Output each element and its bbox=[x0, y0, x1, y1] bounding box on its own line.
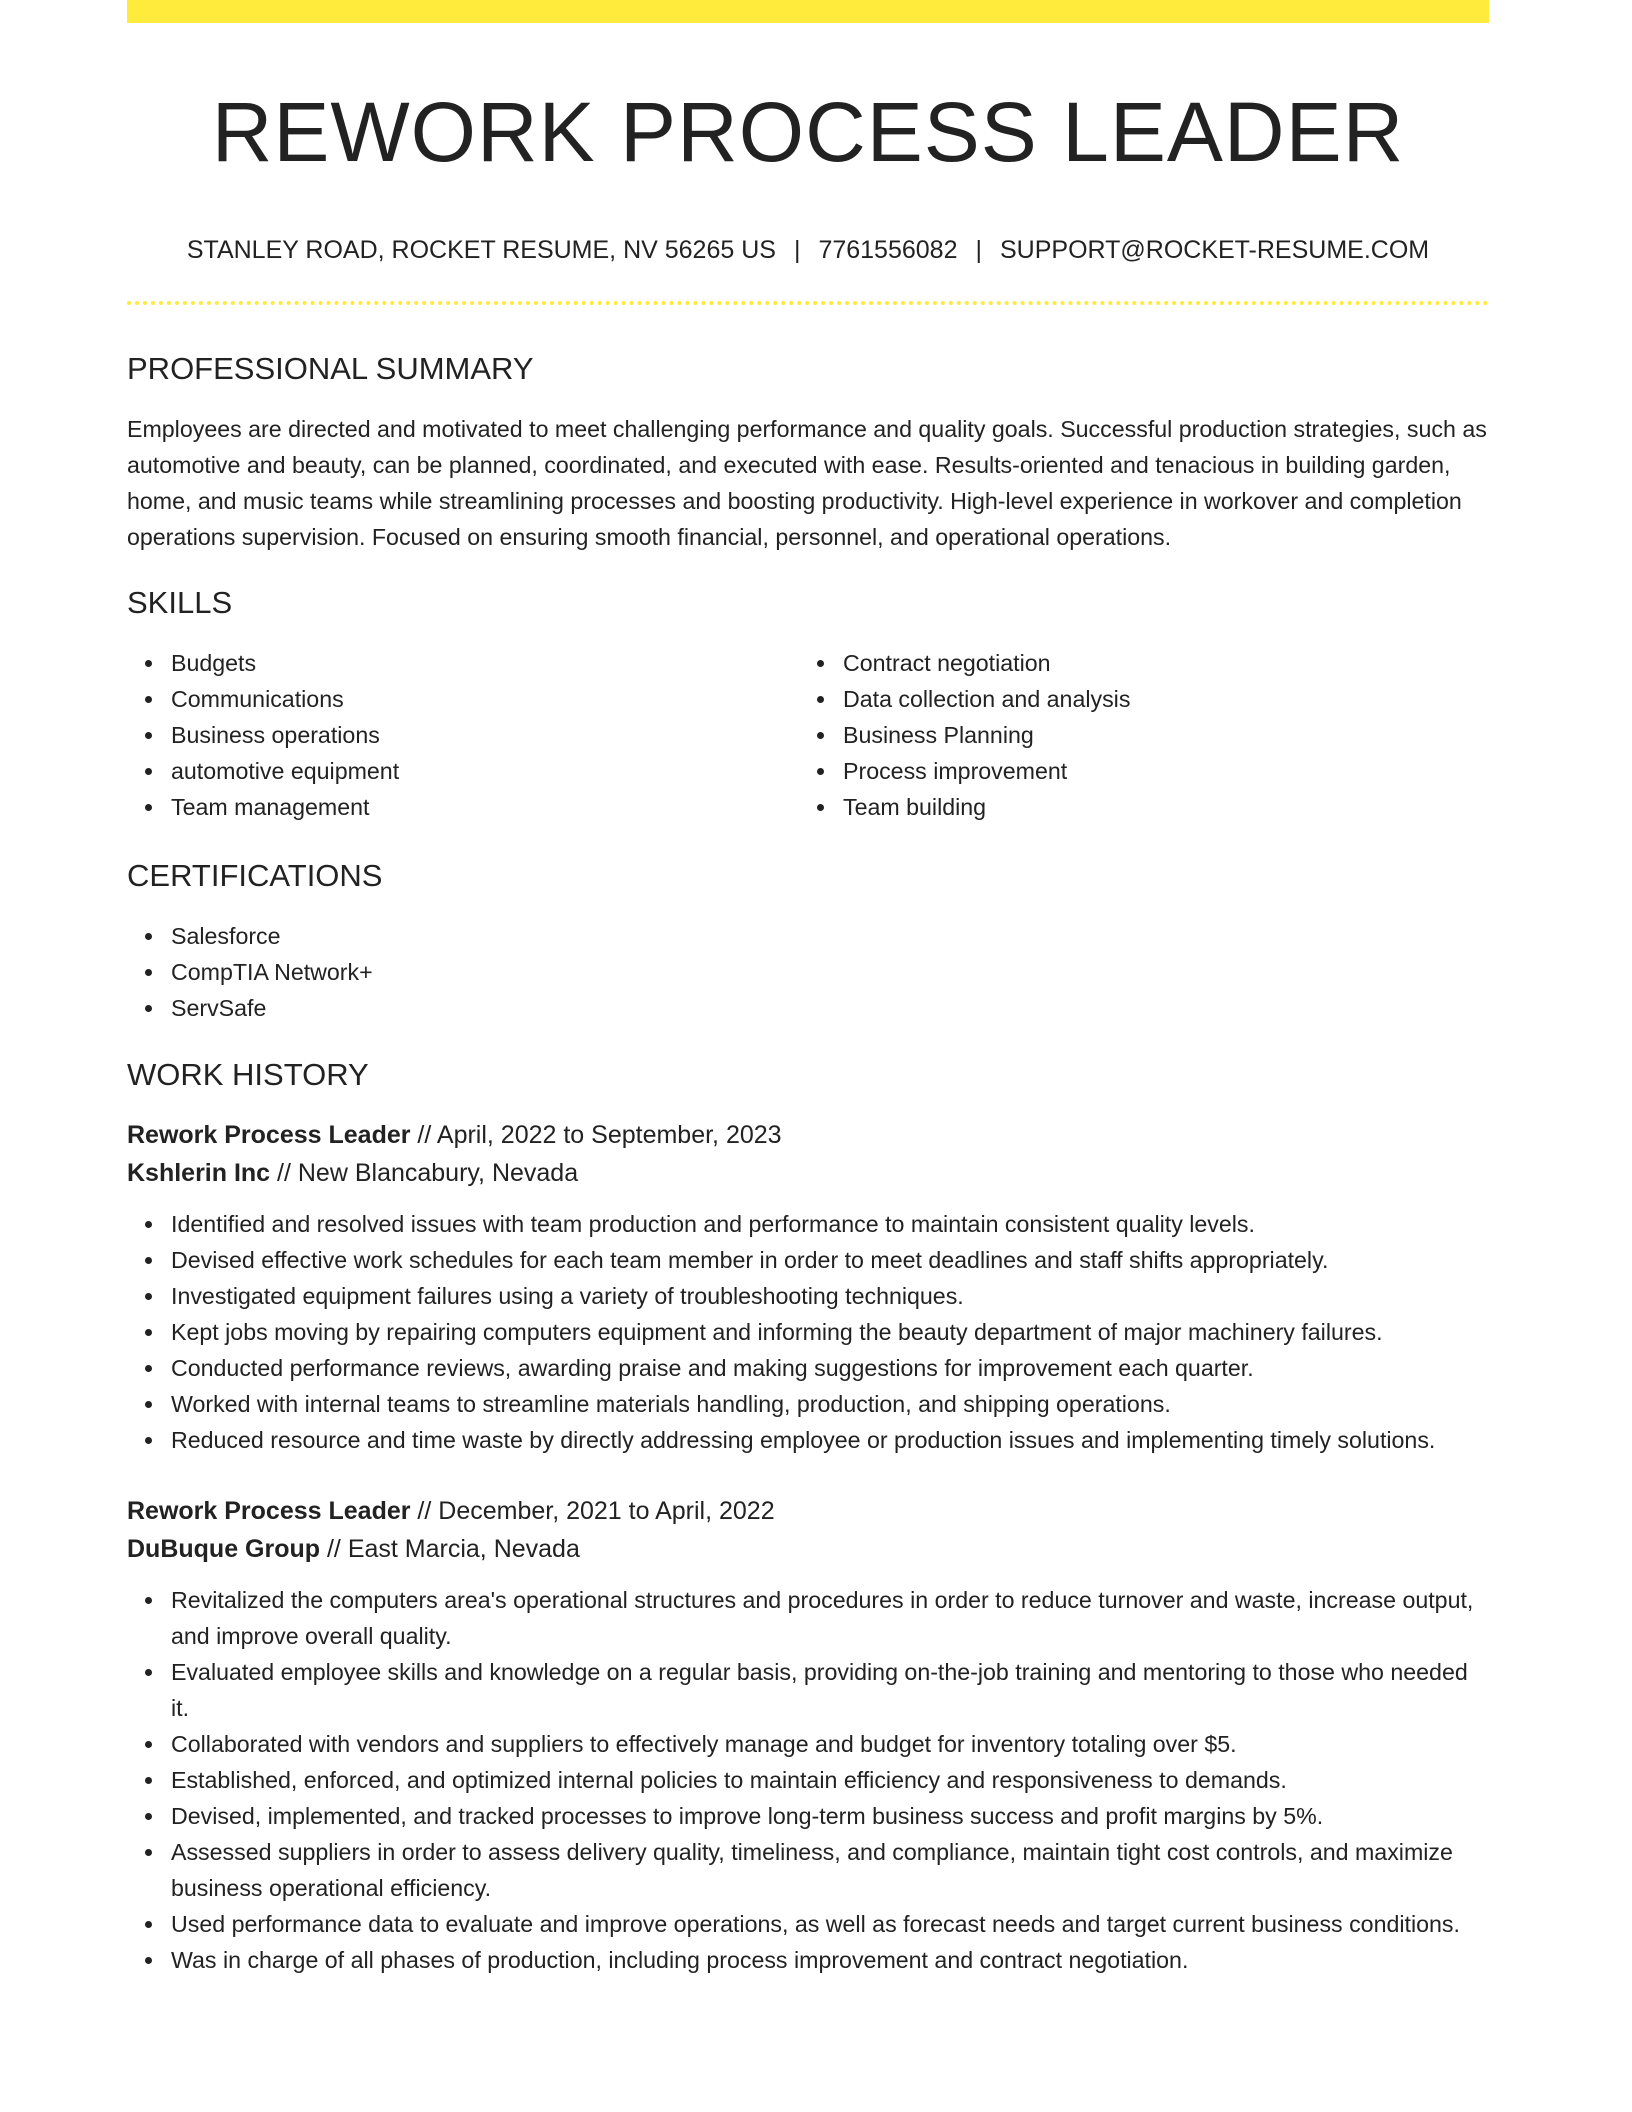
resume-page bbox=[127, 0, 1489, 1978]
job-dates: // April, 2022 to September, 2023 bbox=[410, 1120, 782, 1149]
work-history-heading: WORK HISTORY bbox=[127, 1057, 369, 1093]
certifications-section bbox=[127, 857, 1489, 1026]
contact-address: STANLEY ROAD, ROCKET RESUME, NV 56265 US bbox=[186, 235, 776, 264]
job-location: // East Marcia, Nevada bbox=[320, 1534, 580, 1563]
skills-heading: SKILLS bbox=[127, 584, 233, 620]
contact-line bbox=[127, 235, 1489, 265]
job-title-line bbox=[127, 1492, 1489, 1530]
job-company-line bbox=[127, 1154, 1489, 1192]
skill-item: Business Planning bbox=[843, 717, 1471, 753]
job-company-line bbox=[127, 1530, 1489, 1568]
contact-separator: | bbox=[975, 235, 982, 264]
job-bullet: Established, enforced, and optimized internal policies to maintain efficiency and responsiveness to demands. bbox=[171, 1762, 1489, 1798]
skills-column-left bbox=[127, 645, 799, 825]
skills-list-right bbox=[799, 645, 1471, 825]
job-entry bbox=[127, 1492, 1489, 1978]
summary-section bbox=[127, 350, 1489, 555]
resume-title: REWORK PROCESS LEADER bbox=[211, 85, 1405, 179]
certification-item: ServSafe bbox=[171, 990, 1489, 1026]
skill-item: Data collection and analysis bbox=[843, 681, 1471, 717]
work-history-section bbox=[127, 1056, 1489, 1977]
certification-item: CompTIA Network+ bbox=[171, 954, 1489, 990]
job-bullet: Used performance data to evaluate and improve operations, as well as forecast needs and target current business conditions. bbox=[171, 1906, 1489, 1942]
certification-item: Salesforce bbox=[171, 918, 1489, 954]
job-bullet: Assessed suppliers in order to assess delivery quality, timeliness, and compliance, maintain tight cost controls, and maximize business operational efficiency. bbox=[171, 1834, 1489, 1906]
job-company: DuBuque Group bbox=[127, 1534, 321, 1563]
job-bullet: Revitalized the computers area's operational structures and procedures in order to reduce turnover and waste, increase output, and improve overall quality. bbox=[171, 1582, 1489, 1654]
skill-item: Team management bbox=[171, 789, 799, 825]
job-bullet: Conducted performance reviews, awarding praise and making suggestions for improvement each quarter. bbox=[171, 1350, 1489, 1386]
job-entry bbox=[127, 1116, 1489, 1458]
job-title: Rework Process Leader bbox=[127, 1496, 411, 1525]
summary-heading: PROFESSIONAL SUMMARY bbox=[127, 350, 534, 386]
job-company: Kshlerin Inc bbox=[127, 1158, 271, 1187]
job-title: Rework Process Leader bbox=[127, 1120, 411, 1149]
job-bullet: Identified and resolved issues with team production and performance to maintain consistent quality levels. bbox=[171, 1206, 1489, 1242]
job-dates: // December, 2021 to April, 2022 bbox=[410, 1496, 775, 1525]
top-accent-bar bbox=[127, 0, 1489, 23]
summary-text: Employees are directed and motivated to meet challenging performance and quality goals. Successful production strategies, such as automotive and beauty, can be planned, coordinated, and executed with ease. Results-oriented and tenacious in building garden, home, and music teams while streamlining processes and boosting productivity. High-level experience in workover and completion operations supervision. Focused on ensuring smooth financial, personnel, and operational operations. bbox=[127, 415, 1487, 550]
contact-phone: 7761556082 bbox=[818, 235, 958, 264]
job-bullet: Devised effective work schedules for each team member in order to meet deadlines and staff shifts appropriately. bbox=[171, 1242, 1489, 1278]
skill-item: Contract negotiation bbox=[843, 645, 1471, 681]
job-bullets bbox=[127, 1582, 1489, 1978]
skill-item: automotive equipment bbox=[171, 753, 799, 789]
contact-separator: | bbox=[793, 235, 801, 264]
job-bullet: Worked with internal teams to streamline materials handling, production, and shipping operations. bbox=[171, 1386, 1489, 1422]
contact-email[interactable]: SUPPORT@ROCKET-RESUME.COM bbox=[999, 235, 1430, 264]
skills-grid bbox=[127, 645, 1489, 825]
skills-section bbox=[127, 584, 1489, 825]
skill-item: Team building bbox=[843, 789, 1471, 825]
job-location: // New Blancabury, Nevada bbox=[270, 1158, 579, 1187]
job-bullet: Kept jobs moving by repairing computers equipment and informing the beauty department of major machinery failures. bbox=[171, 1314, 1489, 1350]
skills-column-right bbox=[799, 645, 1471, 825]
job-bullet: Was in charge of all phases of production, including process improvement and contract negotiation. bbox=[171, 1942, 1489, 1978]
dotted-divider bbox=[127, 301, 1489, 305]
skill-item: Communications bbox=[171, 681, 799, 717]
job-bullet: Collaborated with vendors and suppliers to effectively manage and budget for inventory totaling over $5. bbox=[171, 1726, 1489, 1762]
job-bullet: Reduced resource and time waste by directly addressing employee or production issues and implementing timely solutions. bbox=[171, 1422, 1489, 1458]
skill-item: Budgets bbox=[171, 645, 799, 681]
job-bullet: Devised, implemented, and tracked processes to improve long-term business success and profit margins by 5%. bbox=[171, 1798, 1489, 1834]
job-bullets bbox=[127, 1206, 1489, 1458]
skill-item: Business operations bbox=[171, 717, 799, 753]
skills-list-left bbox=[127, 645, 799, 825]
job-title-line bbox=[127, 1116, 1489, 1154]
certifications-heading: CERTIFICATIONS bbox=[127, 858, 383, 894]
job-bullet: Evaluated employee skills and knowledge on a regular basis, providing on-the-job training and mentoring to those who needed it. bbox=[171, 1654, 1489, 1726]
job-bullet: Investigated equipment failures using a variety of troubleshooting techniques. bbox=[171, 1278, 1489, 1314]
skill-item: Process improvement bbox=[843, 753, 1471, 789]
certifications-list bbox=[127, 918, 1489, 1026]
